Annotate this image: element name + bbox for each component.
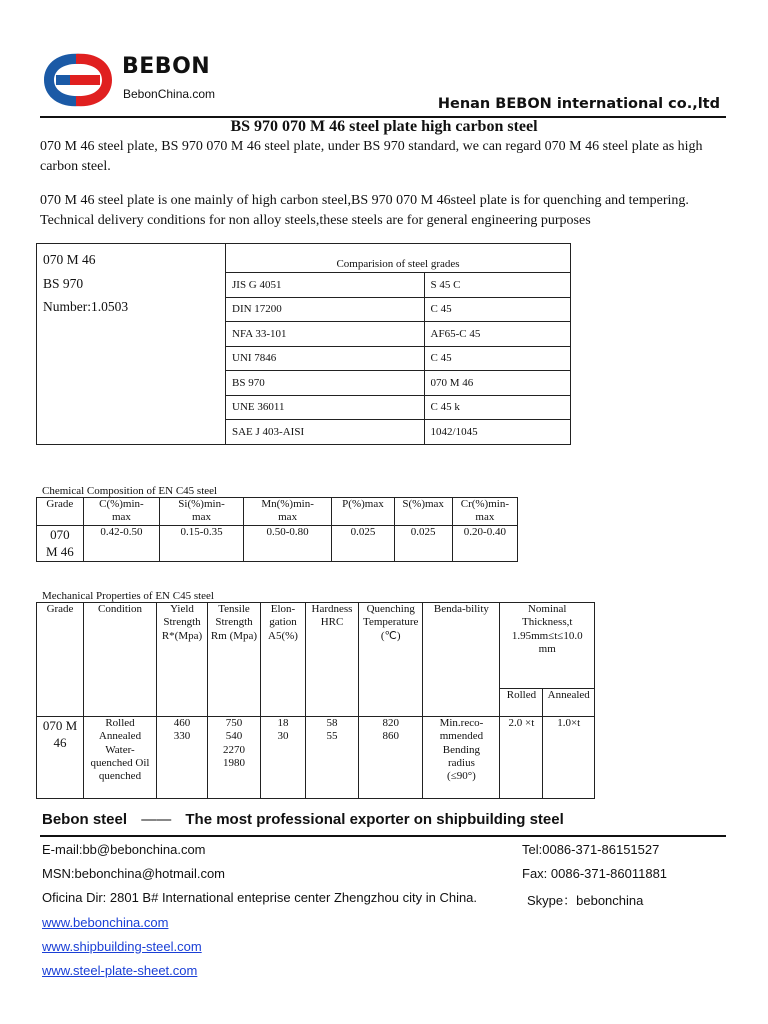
value-cell: 0.50-0.80 <box>243 526 331 562</box>
header-cell: Si(%)min-max <box>160 498 244 526</box>
document-title: BS 970 070 M 46 steel plate high carbon steel <box>230 118 538 135</box>
standard-cell: UNI 7846 <box>226 346 425 371</box>
value-cell: 0.20-0.40 <box>452 526 517 562</box>
header-cell: Elon-gation A5(%) <box>261 603 306 717</box>
skype-text: Skype：bebonchina <box>527 893 644 908</box>
msn-text: MSN:bebonchina@hotmail.com <box>42 866 226 881</box>
mechanical-caption: Mechanical Properties of EN C45 steel <box>42 590 214 602</box>
grade-cell: C 45 <box>424 297 570 322</box>
value-cell: 0.42-0.50 <box>83 526 159 562</box>
email-text: E-mail:bb@bebonchina.com <box>42 842 206 857</box>
brand-site: BebonChina.com <box>123 87 216 101</box>
footer-divider <box>40 835 726 837</box>
value-cell: Rolled Annealed Water-quenched Oil quenched <box>84 717 157 799</box>
footer-brand: Bebon steel <box>42 811 128 828</box>
header-cell: Annealed <box>543 689 595 717</box>
grade-cell: C 45 <box>424 346 570 371</box>
header-cell: Grade <box>37 603 84 717</box>
header-cell: Tensile Strength Rm (Mpa) <box>208 603 261 717</box>
grade-cell: 070 M 46 <box>424 371 570 396</box>
chemical-caption: Chemical Composition of EN C45 steel <box>42 485 218 497</box>
value-cell: 18 30 <box>261 717 306 799</box>
value-cell: 0.025 <box>332 526 394 562</box>
company-name: Henan BEBON international co.,ltd <box>437 96 720 112</box>
header-cell: P(%)max <box>332 498 394 526</box>
fax-text: Fax: 0086-371-86011881 <box>522 866 668 881</box>
header-cell: Quenching Temperature (℃) <box>359 603 423 717</box>
value-cell: 460 330 <box>157 717 208 799</box>
value-cell: 2.0 ×t <box>500 717 543 799</box>
office-address: Oficina Dir: 2801 B# International enteprise center Zhengzhou city in China. <box>42 890 478 905</box>
grade-identity-cell <box>37 244 226 445</box>
value-cell: Min.reco-mmended Bending radius (≤90°) <box>423 717 500 799</box>
footer-dash: —— <box>141 811 172 828</box>
header-cell: Mn(%)min-max <box>243 498 331 526</box>
bebon-logo-icon <box>40 50 116 110</box>
grade-cell: 070 M 46 <box>37 526 84 562</box>
value-cell: 0.025 <box>394 526 452 562</box>
value-cell: 0.15-0.35 <box>160 526 244 562</box>
header-cell: Hardness HRC <box>306 603 359 717</box>
value-cell: 58 55 <box>306 717 359 799</box>
standard-cell: DIN 17200 <box>226 297 425 322</box>
value-cell: 750 540 2270 1980 <box>208 717 261 799</box>
footer-slogan: The most professional exporter on shipbuilding steel <box>185 811 564 828</box>
intro-paragraph-1: 070 M 46 steel plate, BS 970 070 M 46 steel plate, under BS 970 standard, we can regard 070 M 46 steel plate as high carbon steel. <box>40 139 703 174</box>
chemical-composition-table <box>36 497 518 562</box>
header-cell: Nominal Thickness,t 1.95mm≤t≤10.0 mm <box>500 603 595 689</box>
header-cell: Condition <box>84 603 157 717</box>
standard-cell: SAE J 403-AISI <box>226 420 425 445</box>
link-shipbuilding-steel[interactable]: www.shipbuilding-steel.com <box>42 939 202 954</box>
comparison-header: Comparision of steel grades <box>226 244 571 273</box>
value-cell: 1.0×t <box>543 717 595 799</box>
grade-cell: 1042/1045 <box>424 420 570 445</box>
standard-cell: UNE 36011 <box>226 395 425 420</box>
footer-tagline <box>42 811 564 828</box>
value-cell: 820 860 <box>359 717 423 799</box>
standard-cell: NFA 33-101 <box>226 322 425 347</box>
grade-cell: C 45 k <box>424 395 570 420</box>
header-cell: Benda-bility <box>423 603 500 717</box>
grade-line: 070 M 46 <box>43 252 96 267</box>
mechanical-properties-table <box>36 602 595 799</box>
standard-line: BS 970 <box>43 275 84 291</box>
link-steel-plate-sheet[interactable]: www.steel-plate-sheet.com <box>42 963 198 978</box>
number-line: Number:1.0503 <box>43 299 129 314</box>
brand-name: BEBON <box>122 54 211 79</box>
header-cell: S(%)max <box>394 498 452 526</box>
header-cell: Grade <box>37 498 84 526</box>
header-cell: Rolled <box>500 689 543 717</box>
header-cell: C(%)min-max <box>83 498 159 526</box>
grade-cell: AF65-C 45 <box>424 322 570 347</box>
grade-cell: S 45 C <box>424 273 570 298</box>
intro-paragraph-2: 070 M 46 steel plate is one mainly of high carbon steel,BS 970 070 M 46steel plate is for quenching and tempering. Technical delivery conditions for non alloy steels,these steels are for general engineering purposes <box>40 193 689 228</box>
standard-cell: JIS G 4051 <box>226 273 425 298</box>
header-cell: Cr(%)min-max <box>452 498 517 526</box>
steel-grade-comparison-table <box>36 243 571 445</box>
header-cell: Yield Strength R*(Mpa) <box>157 603 208 717</box>
tel-text: Tel:0086-371-86151527 <box>522 842 660 857</box>
standard-cell: BS 970 <box>226 371 425 396</box>
link-bebonchina[interactable]: www.bebonchina.com <box>42 915 169 930</box>
grade-cell: 070 M 46 <box>37 717 84 799</box>
